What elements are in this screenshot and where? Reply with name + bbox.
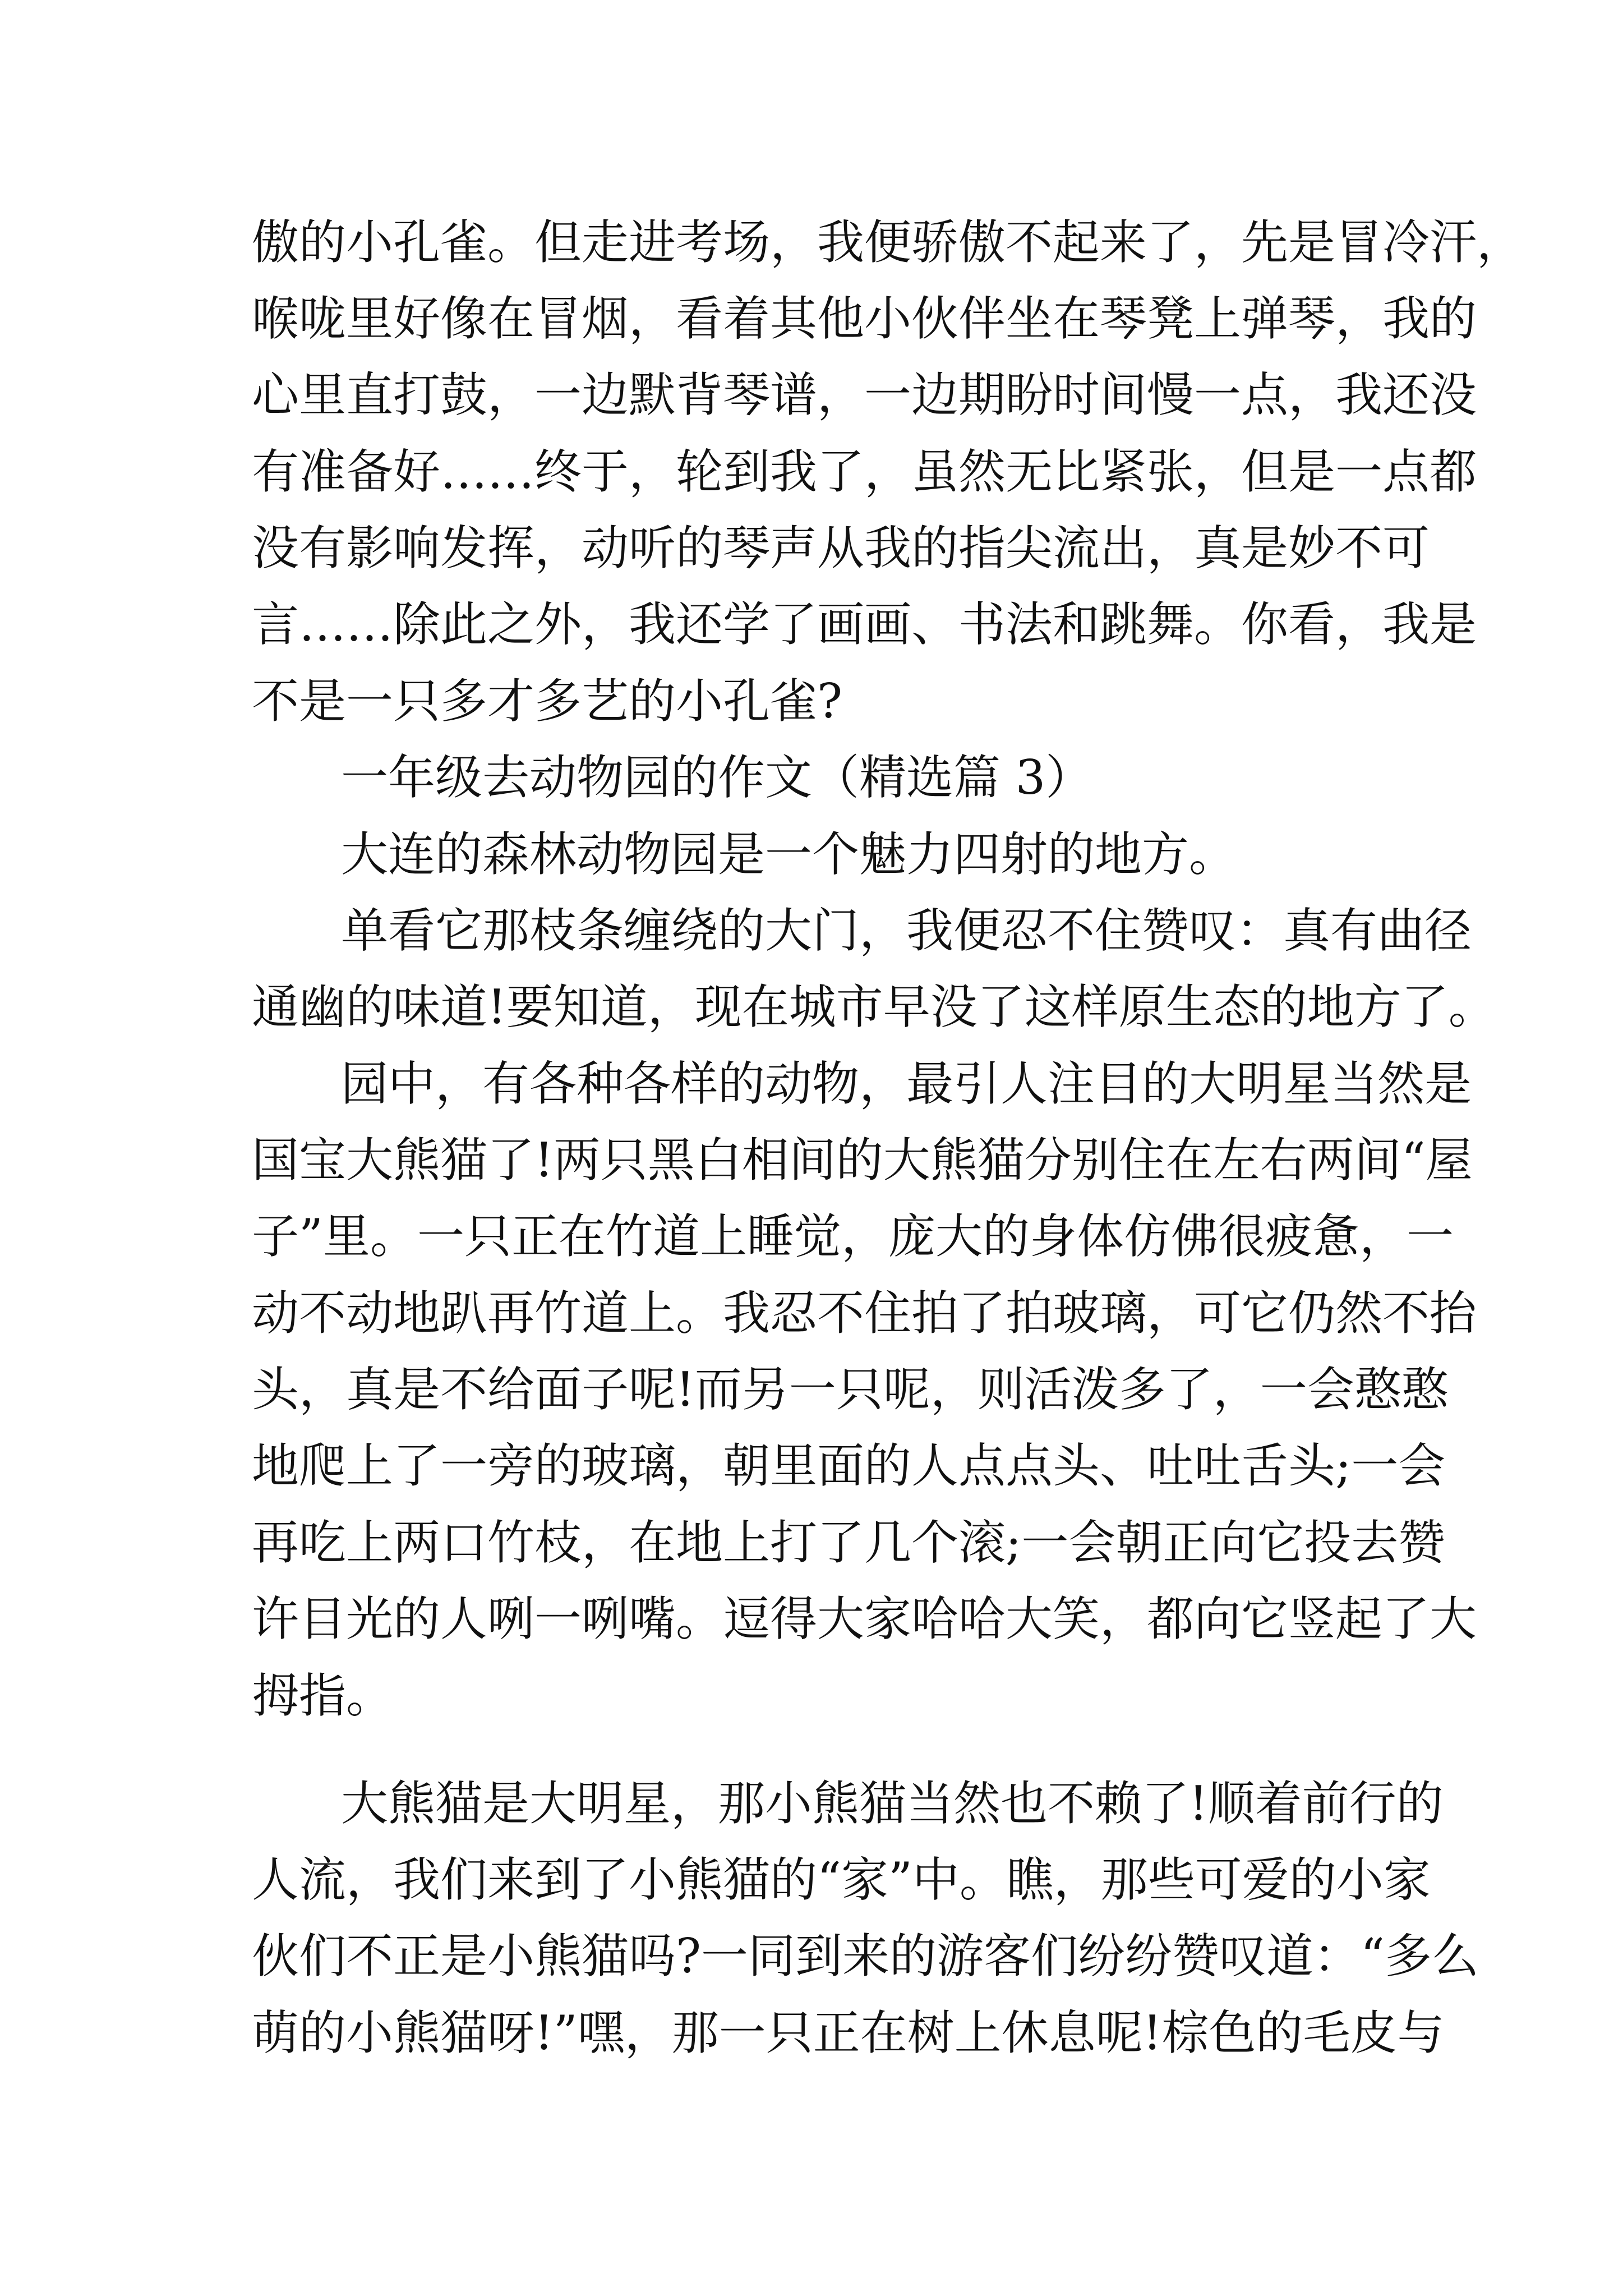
text-line: 国宝大熊猫了!两只黑白相间的大熊猫分别住在左右两间“屋 <box>252 1133 1473 1188</box>
text-line: 伙们不正是小熊猫吗?一同到来的游客们纷纷赞叹道：“多么 <box>252 1929 1479 1984</box>
text-line: 单看它那枝条缠绕的大门，我便忍不住赞叹：真有曲径 <box>341 903 1472 958</box>
text-line: 喉咙里好像在冒烟，看着其他小伙伴坐在琴凳上弹琴，我的 <box>252 291 1477 346</box>
text-line: 心里直打鼓，一边默背琴谱，一边期盼时间慢一点，我还没 <box>252 367 1477 422</box>
text-line: 拇指。 <box>252 1668 394 1723</box>
section-heading: 一年级去动物园的作文（精选篇 3） <box>341 750 1093 805</box>
text-line: 有准备好……终于，轮到我了，虽然无比紧张，但是一点都 <box>252 444 1477 499</box>
text-line: 再吃上两口竹枝，在地上打了几个滚;一会朝正向它投去赞 <box>252 1515 1446 1570</box>
text-line: 傲的小孔雀。但走进考场，我便骄傲不起来了，先是冒冷汗， <box>252 215 1524 270</box>
text-line: 萌的小熊猫呀!”嘿，那一只正在树上休息呢!棕色的毛皮与 <box>252 2005 1445 2060</box>
text-line: 许目光的人咧一咧嘴。逗得大家哈哈大笑，都向它竖起了大 <box>252 1591 1477 1646</box>
text-line: 大连的森林动物园是一个魅力四射的地方。 <box>341 827 1237 882</box>
text-line: 地爬上了一旁的玻璃，朝里面的人点点头、吐吐舌头;一会 <box>252 1438 1446 1493</box>
text-line: 头，真是不给面子呢!而另一只呢，则活泼多了，一会憨憨 <box>252 1362 1449 1417</box>
text-line: 人流，我们来到了小熊猫的“家”中。瞧，那些可爱的小家 <box>252 1852 1431 1907</box>
text-line: 大熊猫是大明星，那小熊猫当然也不赖了!顺着前行的 <box>341 1776 1444 1831</box>
text-line: 园中，有各种各样的动物，最引人注目的大明星当然是 <box>341 1056 1472 1111</box>
text-line: 子”里。一只正在竹道上睡觉，庞大的身体仿佛很疲惫，一 <box>252 1209 1454 1264</box>
text-line: 通幽的味道!要知道，现在城市早没了这样原生态的地方了。 <box>252 979 1496 1034</box>
text-line: 不是一只多才多艺的小孔雀? <box>252 674 843 729</box>
text-line: 没有影响发挥，动听的琴声从我的指尖流出，真是妙不可 <box>252 521 1430 576</box>
text-line: 言……除此之外，我还学了画画、书法和跳舞。你看，我是 <box>252 597 1477 652</box>
text-line: 动不动地趴再竹道上。我忍不住拍了拍玻璃，可它仍然不抬 <box>252 1286 1477 1341</box>
